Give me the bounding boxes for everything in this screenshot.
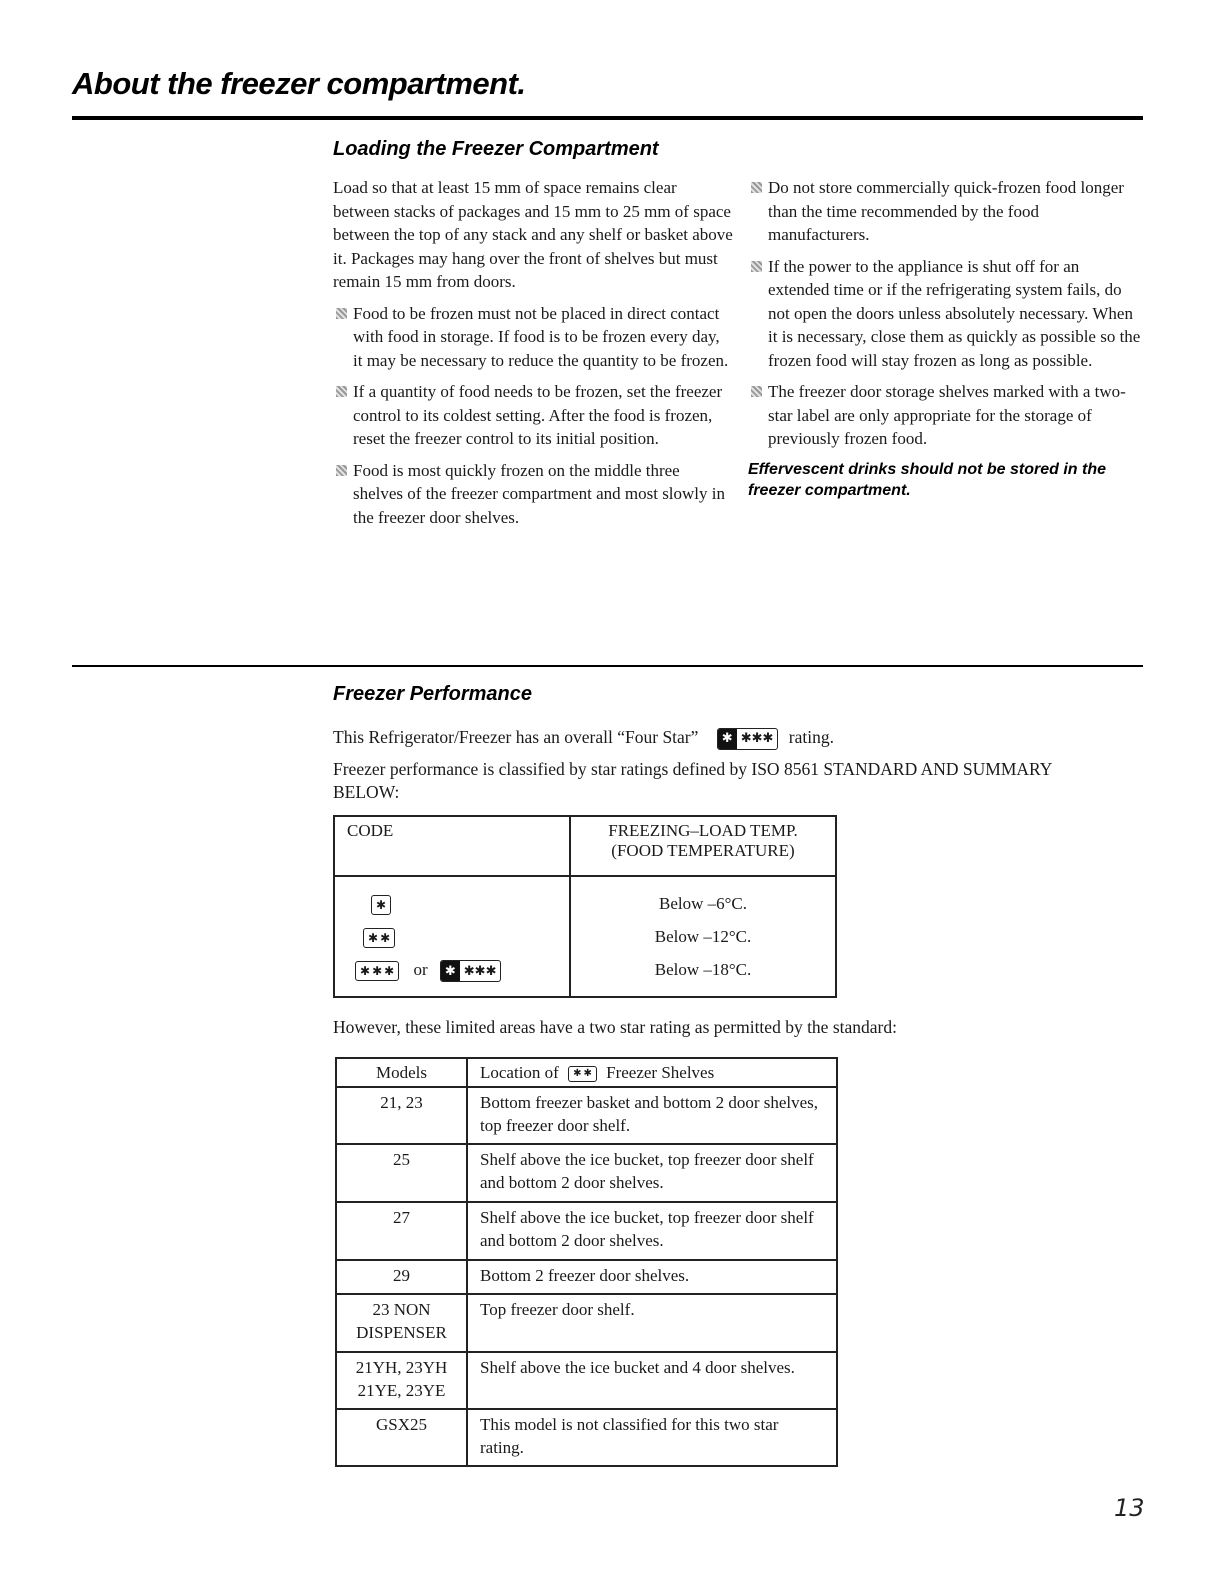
table-row: 29 Bottom 2 freezer door shelves. <box>336 1260 837 1294</box>
bullet-item: Do not store commercially quick-frozen food longer than the time recommended by the food manufacturers. <box>748 176 1143 247</box>
four-star-rating-icon: ✱ ✱✱✱ <box>717 728 779 750</box>
page-number: 13 <box>1114 1494 1145 1522</box>
three-star-icon: ✱ ✱ ✱ <box>355 961 399 981</box>
effervescent-warning: Effervescent drinks should not be stored in the freezer compartment. <box>748 460 1106 499</box>
page-header: About the freezer compartment. <box>72 66 526 101</box>
bullet-item: If the power to the appliance is shut off for an extended time or if the refrigerating system fails, do not open the doors unless absolutely necessary. When it is necessary, close them as quickly as possible so the frozen food will stay frozen as long as possible. <box>748 255 1143 373</box>
bullet-item: If a quantity of food needs to be frozen, set the freezer control to its coldest setting. After the food is frozen, reset the freezer control to its initial position. <box>333 380 733 451</box>
table-header-code: CODE <box>334 816 570 876</box>
loading-left-column <box>333 176 733 537</box>
loading-right-column <box>748 176 1143 501</box>
bullet-marker-icon <box>336 308 347 319</box>
limited-areas-text: However, these limited areas have a two star rating as permitted by the standard: <box>333 1017 897 1037</box>
star-code-table <box>333 815 837 998</box>
bullet-marker-icon <box>751 261 762 272</box>
table-row <box>334 816 836 876</box>
performance-section-title: Freezer Performance <box>333 683 532 705</box>
table-row: 21, 23 Bottom freezer basket and bottom 2 door shelves, top freezer door shelf. <box>336 1087 837 1144</box>
table-row: 27 Shelf above the ice bucket, top freezer door shelf and bottom 2 door shelves. <box>336 1202 837 1260</box>
rating-sentence: This Refrigerator/Freezer has an overall “Four Star” ✱ ✱✱✱ rating. <box>333 727 834 750</box>
loading-section-title: Loading the Freezer Compartment <box>333 138 659 160</box>
bullet-marker-icon <box>336 386 347 397</box>
table-row: GSX25 This model is not classified for this two star rating. <box>336 1409 837 1466</box>
bullet-item: Food is most quickly frozen on the middle three shelves of the freezer compartment and most slowly in the freezer door shelves. <box>333 459 733 530</box>
section-divider <box>72 665 1143 667</box>
bullet-item: Food to be frozen must not be placed in direct contact with food in storage. If food is to be frozen every day, it may be necessary to reduce the quantity to be frozen. <box>333 302 733 373</box>
table-row: ✱ ✱ ✱ ✱ ✱ ✱ or ✱ ✱✱✱ Below –6°C. Below –12°C. Below –18°C. <box>334 876 836 997</box>
bullet-marker-icon <box>336 465 347 476</box>
table-header-location: Location of ✱ ✱ Freezer Shelves <box>467 1058 837 1087</box>
classification-text: Freezer performance is classified by star ratings defined by ISO 8561 STANDARD AND SUMMARY BELOW: <box>333 759 1052 802</box>
two-star-location-table <box>335 1057 838 1467</box>
one-star-icon: ✱ <box>371 895 391 915</box>
header-rule <box>72 116 1143 120</box>
table-row: 21YH, 23YH 21YE, 23YE Shelf above the ice bucket and 4 door shelves. <box>336 1352 837 1409</box>
table-header-temp: FREEZING–LOAD TEMP. (FOOD TEMPERATURE) <box>570 816 836 876</box>
bullet-item: The freezer door storage shelves marked with a two-star label are only appropriate for the storage of previously frozen food. <box>748 380 1143 451</box>
two-star-icon: ✱ ✱ <box>363 928 395 948</box>
four-star-icon: ✱ ✱✱✱ <box>440 960 502 982</box>
table-row: 25 Shelf above the ice bucket, top freezer door shelf and bottom 2 door shelves. <box>336 1144 837 1202</box>
table-header-models: Models <box>336 1058 467 1087</box>
loading-intro: Load so that at least 15 mm of space remains clear between stacks of packages and 15 mm to 25 mm of space between the top of any stack and any shelf or basket above it. Packages may hang over the front of shelves but must remain 15 mm from doors. <box>333 178 733 291</box>
table-row <box>336 1058 837 1087</box>
bullet-marker-icon <box>751 386 762 397</box>
two-star-icon: ✱ ✱ <box>568 1066 597 1082</box>
table-row: 23 NON DISPENSER Top freezer door shelf. <box>336 1294 837 1352</box>
bullet-marker-icon <box>751 182 762 193</box>
